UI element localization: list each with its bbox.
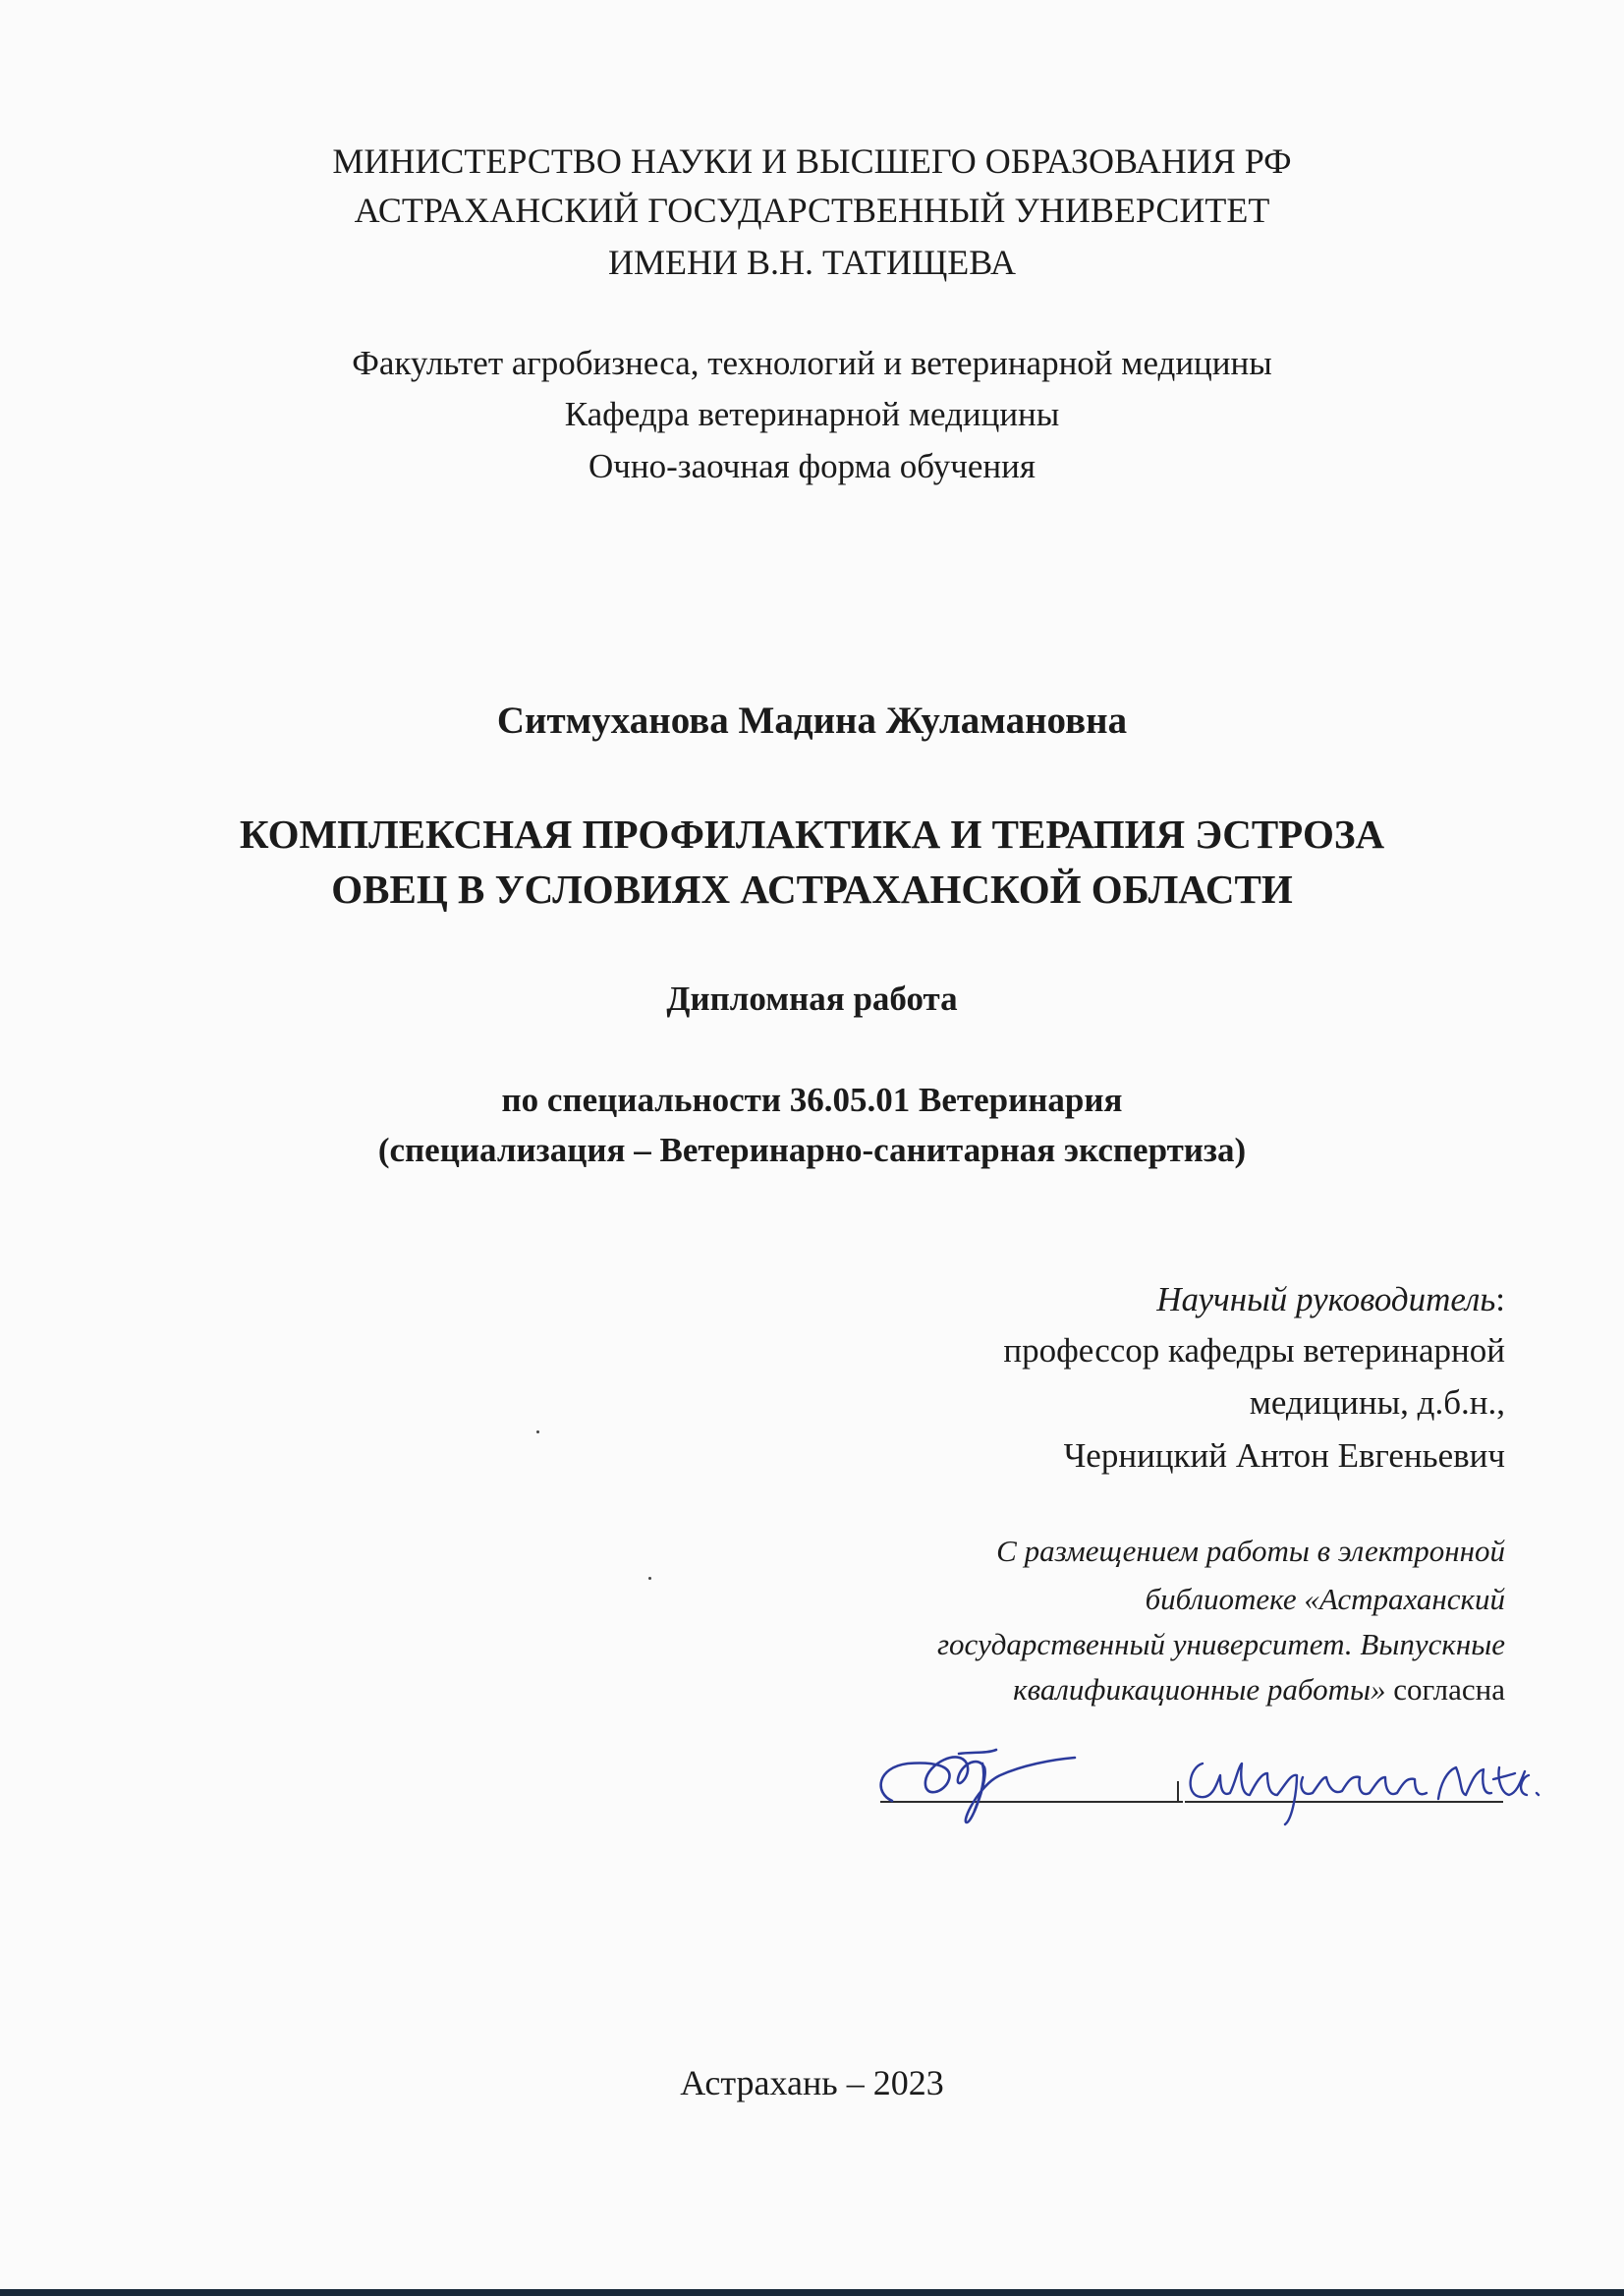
faculty: Факультет агробизнеса, технологий и ветеринарной медицины (352, 344, 1272, 382)
supervisor-name: Черницкий Антон Евгеньевич (1063, 1436, 1505, 1475)
signature-ink (865, 1724, 1552, 1832)
scan-edge (0, 2289, 1624, 2296)
consent-word: согласна (1385, 1672, 1505, 1707)
author-signature-icon (1191, 1764, 1539, 1824)
supervisor-signature-icon (881, 1750, 1075, 1822)
supervisor-position-2: медицины, д.б.н., (1249, 1383, 1505, 1422)
university-line: АСТРАХАНСКИЙ ГОСУДАРСТВЕННЫЙ УНИВЕРСИТЕТ (354, 191, 1270, 230)
supervisor-label (740, 1282, 1624, 1316)
study-form: Очно-заочная форма обучения (588, 447, 1036, 485)
consent-line-1: С размещением работы в электронной (996, 1534, 1505, 1568)
specialty-line-1: по специальности 36.05.01 Ветеринария (501, 1081, 1123, 1119)
author-name: Ситмуханова Мадина Жуламановна (496, 700, 1128, 742)
consent-line-2: библиотеке «Астраханский (1145, 1582, 1505, 1616)
scan-speck (648, 1577, 651, 1580)
university-name-line: ИМЕНИ В.Н. ТАТИЩЕВА (607, 243, 1017, 282)
consent-line-4-italic: квалификационные работы» (1013, 1672, 1386, 1707)
department: Кафедра ветеринарной медицины (564, 395, 1060, 433)
consent-line-4 (740, 1674, 1624, 1705)
consent-line-3: государственный университет. Выпускные (936, 1627, 1505, 1661)
ministry-line: МИНИСТЕРСТВО НАУКИ И ВЫСШЕГО ОБРАЗОВАНИЯ РФ (332, 141, 1292, 181)
scan-speck (536, 1430, 539, 1433)
thesis-title-line-1: КОМПЛЕКСНАЯ ПРОФИЛАКТИКА И ТЕРАПИЯ ЭСТРОЗА (239, 812, 1385, 857)
city-year: Астрахань – 2023 (680, 2063, 944, 2102)
work-type: Дипломная работа (666, 980, 958, 1018)
supervisor-label-text: Научный руководитель (1156, 1280, 1496, 1318)
thesis-title-line-2: ОВЕЦ В УСЛОВИЯХ АСТРАХАНСКОЙ ОБЛАСТИ (331, 867, 1293, 912)
signature-area (865, 1724, 1552, 1832)
specialty-line-2: (специализация – Ветеринарно-санитарная экспертиза) (377, 1131, 1247, 1169)
supervisor-position-1: профессор кафедры ветеринарной (1003, 1331, 1505, 1370)
supervisor-label-colon: : (1495, 1280, 1505, 1318)
